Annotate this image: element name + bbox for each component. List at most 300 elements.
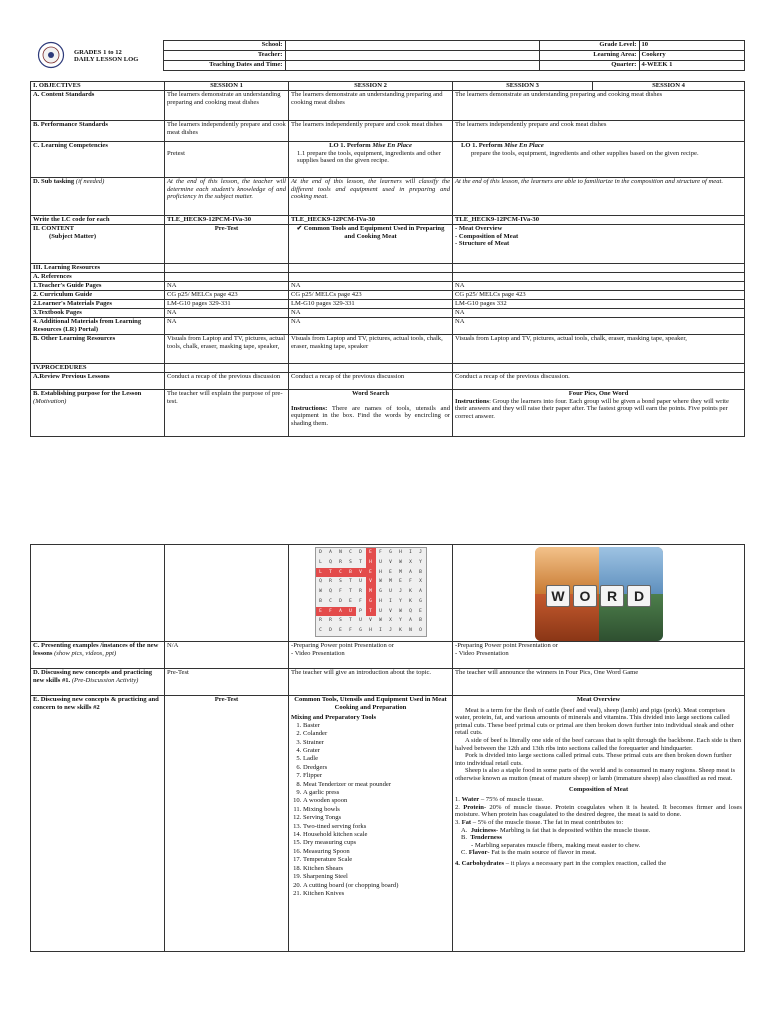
puzzle-letter: Y <box>419 559 422 565</box>
puzzle-letter: N <box>409 628 412 634</box>
table-row <box>31 300 745 309</box>
purpose-em: (Motivation) <box>33 397 67 405</box>
session2-heading: SESSION 2 <box>289 82 453 91</box>
table-row <box>31 318 745 335</box>
puzzle-letter: U <box>359 618 362 624</box>
title-line2: DAILY LESSON LOG <box>74 55 139 63</box>
puzzle-letter: B <box>419 618 422 624</box>
grade-label: Grade Level: <box>539 41 639 51</box>
puzzle-letter: H <box>366 558 376 568</box>
cell <box>289 642 453 669</box>
table-row <box>31 142 745 178</box>
row-label <box>31 390 165 437</box>
log-title <box>72 41 163 71</box>
cell: N/A <box>165 642 289 669</box>
puzzle-letter: M <box>366 587 376 597</box>
area-field[interactable]: Cookery <box>639 51 744 61</box>
meat-overview-title: Meat Overview <box>576 696 621 703</box>
word-search-image <box>315 547 427 637</box>
puzzle-letter: G <box>389 550 392 555</box>
cell: NA <box>453 282 745 291</box>
overview-paragraph: A side of beef is literally one side of the beef carcass that is split through the backbone. Each side is then halved between the 12th and 13th ribs into sections called the forequarter and hindquarter. <box>455 736 742 752</box>
row-label: 2. Curriculum Guide <box>31 291 165 300</box>
cell: At the end of this lesson, the learners are able to familiarize in the composition and structure of meat. <box>453 178 745 216</box>
presenting-item: - Video Presentation <box>291 649 345 657</box>
puzzle-letter: R <box>339 559 342 565</box>
session4-heading: SESSION 4 <box>593 82 745 91</box>
tool-list-item: 12. Serving Tongs <box>303 814 450 822</box>
puzzle-letter: Q <box>329 559 332 565</box>
cell <box>165 364 289 373</box>
puzzle-letter: A <box>419 589 422 595</box>
puzzle-letter: E <box>366 548 376 558</box>
cell: Visuals from Laptop and TV, pictures, actual tools, chalk, eraser, masking tape, speaker, <box>165 335 289 364</box>
cell: Pre-Test <box>165 669 289 696</box>
cell: The teacher will explain the purpose of pre-test. <box>165 390 289 437</box>
puzzle-letter: O <box>419 628 422 634</box>
row-label: B. Other Learning Resources <box>31 335 165 364</box>
cell <box>165 142 289 178</box>
cell: At the end of this lesson, the learners will classify the different tools and equipment used in preparing and cooking meat. <box>289 178 453 216</box>
row-label <box>31 642 165 669</box>
tool-list-item: 19. Sharpening Steel <box>303 873 450 881</box>
puzzle-letter: K <box>409 589 412 595</box>
tool-list-item: 18. Kitchen Shears <box>303 865 450 873</box>
cell <box>289 364 453 373</box>
cell: The learners independently prepare and cook meat dishes <box>453 121 745 142</box>
puzzle-letter: E <box>339 628 342 634</box>
puzzle-letter: Q <box>319 579 322 585</box>
puzzle-letter: I <box>409 550 412 555</box>
tool-list-item: 9. A garlic press <box>303 789 450 797</box>
row-label: 4. Additional Materials from Learning Resources (LR) Portal) <box>31 318 165 335</box>
overview-paragraph: Sheep is also a staple food in some parts of the world and is consumed in many regions. Sheep meat is otherwise known as mutton (meat of mature sheep) or lamb (immature sheep) also classified as red meat. <box>455 767 736 782</box>
cell <box>453 142 745 178</box>
tool-list-item: 3. Strainer <box>303 739 450 747</box>
cell: LM-G10 pages 329-331 <box>165 300 289 309</box>
puzzle-letter: E <box>316 607 326 617</box>
puzzle-letter: I <box>379 628 382 634</box>
tool-list-item: 6. Dredgers <box>303 764 450 772</box>
cell: NA <box>165 282 289 291</box>
composition-text: - 20% of muscle tissue. Protein coagulates when it is heated. It becomes firmer and loses moisture. When protein has coagulated to the desired degree, the meat is said to done. <box>455 803 742 819</box>
puzzle-letter: E <box>419 608 422 614</box>
cell: At the end of this lesson, the teacher will determine each student's knowledge of and proficiency in the subject matter. <box>165 178 289 216</box>
composition-text: – 75% of muscle tissue. <box>479 796 544 804</box>
cell: Pre-Test <box>165 225 289 264</box>
cell <box>453 696 745 952</box>
dates-field[interactable] <box>285 61 539 71</box>
puzzle-letter: M <box>399 569 402 575</box>
cell: Conduct a recap of the previous discussion <box>289 373 453 390</box>
puzzle-letter: D <box>339 598 342 604</box>
composition-text: – it plays a necessary part in the complex reaction, called the <box>504 859 667 867</box>
puzzle-letter: S <box>339 618 342 624</box>
puzzle-letter: X <box>409 559 412 565</box>
cell <box>453 545 745 642</box>
lo-title: LO 1. Perform <box>329 142 371 149</box>
content-sublabel: (Subject Matter) <box>49 232 97 240</box>
tool-list-item: 15. Dry measuring cups <box>303 839 450 847</box>
cell: NA <box>165 318 289 335</box>
purpose-label: B. Establishing purpose for the Lesson <box>33 390 142 397</box>
cell: Pre-Test <box>165 696 289 952</box>
instr-label: Instructions: <box>291 404 328 412</box>
cell <box>453 225 745 264</box>
puzzle-letter: I <box>389 598 392 604</box>
header-table <box>30 40 745 71</box>
table-row <box>31 282 745 291</box>
puzzle-letter: D <box>329 628 332 634</box>
row-label: B. Performance Standards <box>31 121 165 142</box>
puzzle-letter: H <box>379 598 382 604</box>
puzzle-letter: V <box>389 608 392 614</box>
four-pics-word <box>545 585 653 605</box>
lesson-table-page2 <box>30 544 745 952</box>
lo-title-em: Mise En Place <box>504 142 544 149</box>
word-tile: D <box>627 585 651 607</box>
lo-title-em: Mise En Place <box>372 142 412 149</box>
tool-list-item: 11. Mixing bowls <box>303 806 450 814</box>
tool-list-item: 7. Flipper <box>303 772 450 780</box>
puzzle-letter: C <box>349 550 352 555</box>
session1-heading: SESSION 1 <box>165 82 289 91</box>
puzzle-letter: F <box>409 579 412 585</box>
puzzle-letter: D <box>319 550 322 555</box>
composition-text: - Marbling separates muscle fibers, making meat easier to chew. <box>471 841 641 849</box>
puzzle-letter: X <box>389 618 392 624</box>
cell: NA <box>165 309 289 318</box>
title-line1: GRADES 1 to 12 <box>74 48 122 56</box>
puzzle-letter: E <box>366 568 376 578</box>
school-field[interactable] <box>285 41 539 51</box>
puzzle-letter: F <box>379 550 382 555</box>
composition-item: 3. Fat – 5% of the muscle tissue. The fat in meat contributes to: <box>455 818 624 826</box>
tools-subtitle: Mixing and Preparatory Tools <box>291 714 377 722</box>
lc-code: TLE_HECK9-12PCM-IVa-30 <box>453 216 745 225</box>
table-row <box>31 335 745 364</box>
puzzle-letter: N <box>339 550 342 555</box>
tool-list-item: 8. Meat Tenderizer or meat pounder <box>303 781 450 789</box>
word-tile: O <box>573 585 597 607</box>
puzzle-letter: F <box>339 589 342 595</box>
tools-list <box>291 722 450 899</box>
puzzle-letter: V <box>389 559 392 565</box>
puzzle-letter: U <box>346 607 356 617</box>
table-row <box>31 696 745 952</box>
objectives-heading: I. OBJECTIVES <box>31 82 165 91</box>
instr-text: : Group the learners into four. Each group will be given a bond paper where they will write their answers and they will raise their paper after. The fastest group will earn the points. Five points per correct answer. <box>455 397 729 420</box>
subtasking-em: (if needed) <box>75 178 105 185</box>
composition-title: Composition of Meat <box>568 785 629 793</box>
puzzle-letter: S <box>349 559 352 565</box>
overview-paragraph: Meat is a term for the flesh of cattle (beef and veal), sheep (lamb) and pigs (pork). Meat comprises water, protein, fat, and various amounts of minerals and vitamins. This divided into large sections called primal cuts. These beef primal cuts or primal are then broken down further into individual steak and other retail cuts. <box>455 706 734 737</box>
puzzle-letter: T <box>326 568 336 578</box>
puzzle-letter: T <box>359 559 362 565</box>
composition-subitem: A. Juiciness- Marbling is fat that is deposited within the muscle tissue. <box>461 826 651 834</box>
cell: Conduct a recap of the previous discussion. <box>453 373 745 390</box>
puzzle-letter: U <box>389 589 392 595</box>
puzzle-letter: Y <box>399 618 402 624</box>
puzzle-letter: W <box>319 589 322 595</box>
puzzle-letter: G <box>366 597 376 607</box>
puzzle-letter: A <box>409 569 412 575</box>
row-label <box>31 225 165 264</box>
cell: NA <box>289 309 453 318</box>
cell: ✔ Common Tools and Equipment Used in Preparing and Cooking Meat <box>289 225 453 264</box>
cell: LM-G10 pages 329-331 <box>289 300 453 309</box>
cell <box>165 545 289 642</box>
content-label: II. CONTENT <box>33 225 75 232</box>
puzzle-letter: T <box>349 618 352 624</box>
puzzle-letter: K <box>409 598 412 604</box>
table-row <box>31 121 745 142</box>
puzzle-letter: T <box>349 579 352 585</box>
cell: CG p25/ MELCs page 423 <box>453 291 745 300</box>
cell <box>289 273 453 282</box>
cell <box>453 273 745 282</box>
four-pics-title: Four Pics, One Word <box>568 390 629 397</box>
row-label <box>31 669 165 696</box>
presenting-label: C. Presenting examples /instances of the new lessons <box>33 642 159 657</box>
discussing1-em: (Pre-Discussion Activity) <box>71 676 139 684</box>
word-search-title: Word Search <box>351 390 390 397</box>
puzzle-letter: C <box>329 598 332 604</box>
puzzle-letter: F <box>326 607 336 617</box>
cell: The learners independently prepare and cook meat dishes <box>289 121 453 142</box>
cell: NA <box>453 309 745 318</box>
lo-body: 1.1 prepare the tools, equipment, ingredients and other supplies based on the given recipe. <box>297 149 441 165</box>
row-label: III. Learning Resources <box>31 264 165 273</box>
pretest-text: Pretest <box>167 150 185 157</box>
area-label: Learning Area: <box>539 51 639 61</box>
puzzle-letter: P <box>359 608 362 614</box>
puzzle-letter: M <box>389 579 392 585</box>
composition-text: - Marbling is fat that is deposited within the muscle tissue. <box>496 826 651 834</box>
puzzle-letter: H <box>369 628 372 634</box>
puzzle-letter: T <box>349 589 352 595</box>
grade-field[interactable]: 10 <box>639 41 744 51</box>
table-row <box>31 373 745 390</box>
puzzle-letter: R <box>359 589 362 595</box>
puzzle-letter: R <box>329 618 332 624</box>
puzzle-letter: J <box>419 550 422 555</box>
lesson-table-page1 <box>30 81 745 437</box>
tool-list-item: 17. Temperature Scale <box>303 856 450 864</box>
cell: The learners demonstrate an understanding preparing and cooking meat dishes <box>453 91 745 121</box>
table-row <box>31 309 745 318</box>
content-item: - Meat Overview <box>455 225 503 232</box>
presenting-item: -Preparing Power point Presentation or <box>455 642 558 649</box>
cell <box>289 545 453 642</box>
table-row <box>31 669 745 696</box>
puzzle-letter: F <box>359 598 362 604</box>
row-label <box>31 178 165 216</box>
composition-label: Protein <box>463 803 484 811</box>
table-row <box>31 178 745 216</box>
content-item: - Composition of Meat <box>455 232 519 240</box>
discussing1-label: D. Discussing new concepts and practicing new skills #1. <box>33 669 153 684</box>
table-row <box>31 364 745 373</box>
cell: Conduct a recap of the previous discussion <box>165 373 289 390</box>
quarter-label: Quarter: <box>539 61 639 71</box>
cell <box>289 390 453 437</box>
four-pics-image <box>535 547 663 641</box>
puzzle-letter: W <box>379 579 382 585</box>
composition-text: - Fat is the main source of flavor in meat. <box>487 849 597 857</box>
puzzle-letter: Y <box>399 598 402 604</box>
lo-body: prepare the tools, equipment, ingredients and other supplies based on the given recipe. <box>471 149 699 157</box>
puzzle-letter: J <box>399 589 402 595</box>
puzzle-letter: U <box>379 608 382 614</box>
teacher-label: Teacher: <box>163 51 285 61</box>
puzzle-letter: B <box>346 568 356 578</box>
puzzle-letter: A <box>329 550 332 555</box>
puzzle-letter: G <box>379 589 382 595</box>
puzzle-letter: S <box>339 579 342 585</box>
tool-list-item: 14. Household kitchen scale <box>303 831 450 839</box>
puzzle-letter: U <box>379 559 382 565</box>
cell <box>165 264 289 273</box>
puzzle-letter: E <box>389 569 392 575</box>
row-label: Write the LC code for each <box>31 216 165 225</box>
cell <box>289 264 453 273</box>
lc-code: TLE_HECK9-12PCM-IVa-30 <box>289 216 453 225</box>
subtasking-label: D. Sub tasking <box>33 178 75 185</box>
puzzle-letter: T <box>366 607 376 617</box>
table-row <box>31 264 745 273</box>
puzzle-letter: L <box>319 559 322 565</box>
puzzle-letter: B <box>419 569 422 575</box>
puzzle-letter: R <box>329 579 332 585</box>
cell <box>453 364 745 373</box>
puzzle-letter: Q <box>329 589 332 595</box>
cell <box>31 545 165 642</box>
cell <box>289 696 453 952</box>
school-label: School: <box>163 41 285 51</box>
cell: The learners demonstrate an understanding preparing and cooking meat dishes <box>289 91 453 121</box>
presenting-item: -Preparing Power point Presentation or <box>291 642 394 649</box>
tool-list-item: 4. Grater <box>303 747 450 755</box>
puzzle-letter: V <box>356 568 366 578</box>
row-label: 3.Textbook Pages <box>31 309 165 318</box>
cell <box>453 264 745 273</box>
tool-list-item: 10. A wooden spoon <box>303 797 450 805</box>
puzzle-letter: W <box>399 608 402 614</box>
composition-subitem: C. Flavor- Fat is the main source of flavor in meat. <box>461 849 597 857</box>
composition-item: 2. Protein- 20% of muscle tissue. Protein coagulates when it is heated. It becomes firmer and loses moisture. When protein has coagulated to the desired degree, the meat is said to done. <box>455 803 742 819</box>
deped-seal <box>30 41 72 71</box>
puzzle-letter: H <box>379 569 382 575</box>
word-tile: W <box>546 585 570 607</box>
composition-item <box>455 860 742 868</box>
composition-label: Water <box>461 796 480 804</box>
teacher-field[interactable] <box>285 51 539 61</box>
composition-label: Fat <box>461 818 472 826</box>
cell: NA <box>453 318 745 335</box>
row-label: 1.Teacher's Guide Pages <box>31 282 165 291</box>
puzzle-letter: W <box>379 618 382 624</box>
table-row <box>31 82 745 91</box>
puzzle-letter: V <box>366 577 376 587</box>
tool-list-item: 2. Colander <box>303 730 450 738</box>
cell: Visuals from Laptop and TV, pictures, actual tools, chalk, eraser, masking tape, speaker, <box>453 335 745 364</box>
tool-list-item: 5. Ladle <box>303 755 450 763</box>
cell: LM-G10 pages 332 <box>453 300 745 309</box>
puzzle-letter: D <box>359 550 362 555</box>
tool-list-item: 13. Two-tined serving forks <box>303 823 450 831</box>
lo-title: LO 1. Perform <box>461 142 503 149</box>
cell <box>453 390 745 437</box>
cell <box>289 142 453 178</box>
overview-paragraph: Pork is divided into large sections called primal cuts. These primal cuts are then broken down further into individual retail cuts. <box>455 752 732 767</box>
row-label: A. Content Standards <box>31 91 165 121</box>
table-row <box>31 216 745 225</box>
row-label: C. Learning Competencies <box>31 142 165 178</box>
table-row <box>31 545 745 642</box>
instr-text: There are names of tools, utensils and equipment in the box. Find the words by encircling or shading them. <box>291 404 451 427</box>
puzzle-letter: A <box>409 618 412 624</box>
cell: The learners demonstrate an understanding preparing and cooking meat dishes <box>165 91 289 121</box>
content-item: - Structure of Meat <box>455 240 510 248</box>
cell: The learners independently prepare and cook meat dishes <box>165 121 289 142</box>
composition-label: Tenderness <box>470 834 502 842</box>
puzzle-letter: U <box>359 579 362 585</box>
tool-list-item: 20. A cutting board (or chopping board) <box>303 882 450 890</box>
puzzle-letter: E <box>399 579 402 585</box>
puzzle-letter: F <box>349 628 352 634</box>
cell: CG p25/ MELCs page 423 <box>289 291 453 300</box>
puzzle-letter: G <box>419 598 422 604</box>
table-row <box>31 273 745 282</box>
composition-label: 4. Carbohydrates <box>455 859 505 867</box>
table-row <box>31 390 745 437</box>
puzzle-letter: H <box>399 550 402 555</box>
puzzle-letter: J <box>389 628 392 634</box>
row-label: E. Discussing new concepts & practicing and concern to new skills #2 <box>31 696 165 952</box>
puzzle-letter: B <box>319 598 322 604</box>
cell <box>165 273 289 282</box>
table-row <box>31 291 745 300</box>
puzzle-letter: K <box>399 628 402 634</box>
puzzle-letter: A <box>336 607 346 617</box>
composition-text: – 5% of the muscle tissue. The fat in meat contributes to: <box>471 818 624 826</box>
composition-label: Juiciness <box>470 826 496 834</box>
dates-label: Teaching Dates and Time: <box>163 61 285 71</box>
session3-heading: SESSION 3 <box>453 82 593 91</box>
puzzle-letter: C <box>319 628 322 634</box>
lc-code: TLE_HECK9-12PCM-IVa-30 <box>165 216 289 225</box>
puzzle-letter: R <box>319 618 322 624</box>
table-row <box>31 91 745 121</box>
composition-label: Flavor <box>468 849 488 857</box>
row-label: IV.PROCEDURES <box>31 364 165 373</box>
tool-list-item: 16. Measuring Spoon <box>303 848 450 856</box>
table-row <box>31 642 745 669</box>
presenting-em: (show pics, videos, ppt) <box>54 649 117 657</box>
row-label: A.Review Previous Lessons <box>31 373 165 390</box>
instr-label: Instructions <box>455 397 490 405</box>
table-row <box>31 225 745 264</box>
puzzle-letter: X <box>419 579 422 585</box>
composition-subitem: B. Tenderness <box>461 834 502 842</box>
cell: Visuals from Laptop and TV, pictures, actual tools, chalk, eraser, masking tape, speaker <box>289 335 453 364</box>
cell: CG p25/ MELCs page 423 <box>165 291 289 300</box>
puzzle-letter: E <box>349 598 352 604</box>
quarter-field[interactable]: 4-WEEK 1 <box>639 61 744 71</box>
puzzle-letter: Q <box>409 608 412 614</box>
tool-list-item: 21. Kitchen Knives <box>303 890 450 898</box>
